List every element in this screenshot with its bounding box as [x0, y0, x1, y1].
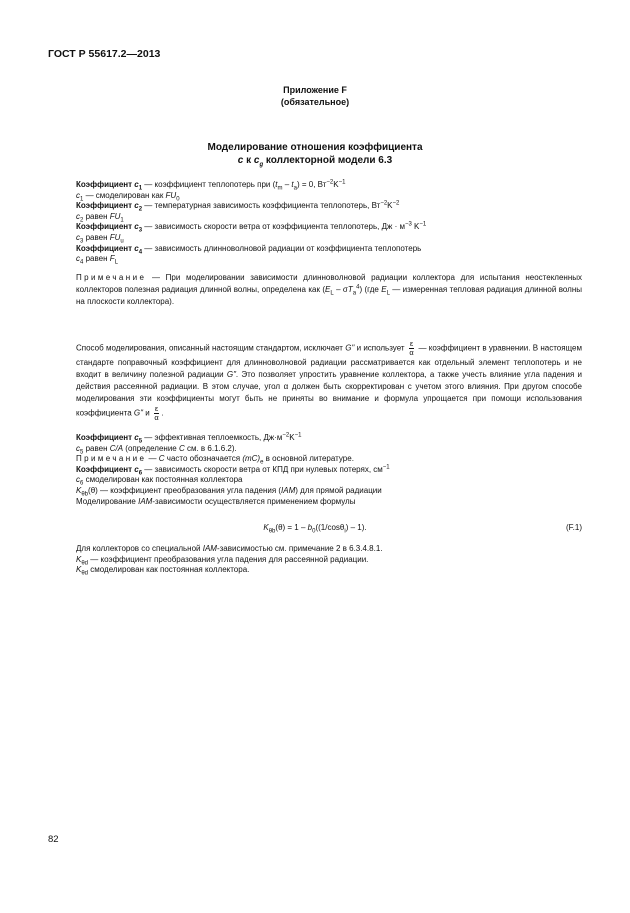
def-c1: Коэффициент $c_1$ — коэффициент теплопотерь при $(t_m - t_a) = 0$, $Вт^{-2}K^{-1}$ — [76, 179, 346, 192]
note-2: Примечание — C часто обозначается $(mC)_e$ в основной литературе. — [76, 454, 354, 466]
iam-intro: Моделирование IAM-зависимости осуществляется применением формулы — [76, 496, 356, 506]
def-c2-equals: $c_2$ равен $FU_1$ — [76, 211, 124, 224]
formula-row — [48, 523, 582, 535]
appendix-heading — [0, 84, 630, 108]
closing-line-2: $K_{\theta d}$ — коэффициент преобразования угла падения для рассеянной радиации. — [76, 554, 369, 567]
closing-lines — [76, 544, 596, 576]
def-c4-equals: $c_4$ равен $F_L$ — [76, 254, 118, 266]
coefficient-definitions — [76, 180, 596, 265]
formula-number: (F.1) — [566, 523, 582, 532]
def-c2: Коэффициент $c_2$ — температурная зависимость коэффициента теплопотерь, $Вт^{-2}K^{-2}$ — [76, 200, 400, 213]
def-c3-equals: $c_3$ равен $FU_u$ — [76, 232, 124, 245]
def-c5-equals: $c_5$ равен C/A (определение C см. в 6.1.6.2). — [76, 443, 237, 456]
note-1: Примечание — При моделировании зависимости длинноволновой радиации коллектора для испытания неостекленных коллекторов полезная радиация длинной волны, определена как $(E_L - \sigma T_a^4)$ (где $E_L$ — измеренная тепловая радиация длинной волны на плоскости коллектора). — [76, 273, 582, 306]
closing-line-3: $K_{\theta d}$ смоделирован как постоянная коллектора. — [76, 565, 250, 577]
fraction-epsilon-alpha: $\frac{\varepsilon}{\alpha}$ — [409, 339, 414, 357]
section-title-line1: Моделирование отношения коэффициента — [207, 142, 423, 153]
appendix-status: (обязательное) — [280, 97, 350, 107]
def-c1-model: $c_1$ — смоделирован как $FU_0$ — [76, 190, 180, 203]
def-c3: Коэффициент $c_3$ — зависимость скорости ветра от коэффициента теплопотерь, Дж · $м^{-3}$ $K^{-1}$ — [76, 221, 427, 234]
section-title-line2: c к $c_g$ коллекторной модели 6.3 — [237, 155, 393, 168]
note-1-label: Примечание — [76, 273, 147, 282]
def-c6-model: $c_6$ смоделирован как постоянная коллектора — [76, 475, 243, 487]
section-title — [0, 141, 630, 167]
fraction-epsilon-alpha-2: $\frac{\varepsilon}{\alpha}$ — [154, 404, 159, 422]
page-number: 82 — [48, 834, 59, 845]
def-c6: Коэффициент $c_6$ — зависимость скорости ветра от КПД при нулевых потерях, $см^{-1}$ — [76, 464, 390, 477]
appendix-title: Приложение F — [283, 85, 347, 95]
closing-line-1: Для коллекторов со специальной IAM-зависимостью см. примечание 2 в 6.3.4.8.1. — [76, 544, 383, 553]
def-kb: $K_{\theta b}(\theta)$ — коэффициент преобразования угла падения (IAM) для прямой радиации — [76, 485, 382, 498]
formula-f1: $K_{\theta b}(\theta) = 1 - b_0((1/\cos\theta_i) - 1)$. — [263, 523, 367, 535]
coefficient-definitions-2 — [76, 433, 596, 507]
paragraph-modeling: Способ моделирования, описанный настоящим стандартом, исключает G" и использует $\frac{\varepsilon}{\alpha}$ — коэффициент в уравнении. В настоящем стандарте поправочный коэффициент для длинноволновой радиации рассматривается как отдельный элемент теплопотерь и не входит в величину полезной радиации G". Это позволяет упростить уравнение коллектора, а также учесть влияние угла падения и действия рассеянной радиации. В этом случае, угол α должен быть скорректирован с учетом этого влияния. При другом способе моделирования эти коэффициенты могут быть не приняты во внимание и формула упрощается при помощи использования коэффициента G" и $\frac{\varepsilon}{\alpha}$ . — [76, 339, 583, 422]
standard-code: ГОСТ Р 55617.2—2013 — [48, 48, 161, 60]
def-c5: Коэффициент $c_5$ — эффективная теплоемкость, $Дж\cdot м^{-2}K^{-1}$ — [76, 432, 302, 445]
def-c4: Коэффициент $c_4$ — зависимость длинноволновой радиации от коэффициента теплопотерь — [76, 243, 422, 256]
